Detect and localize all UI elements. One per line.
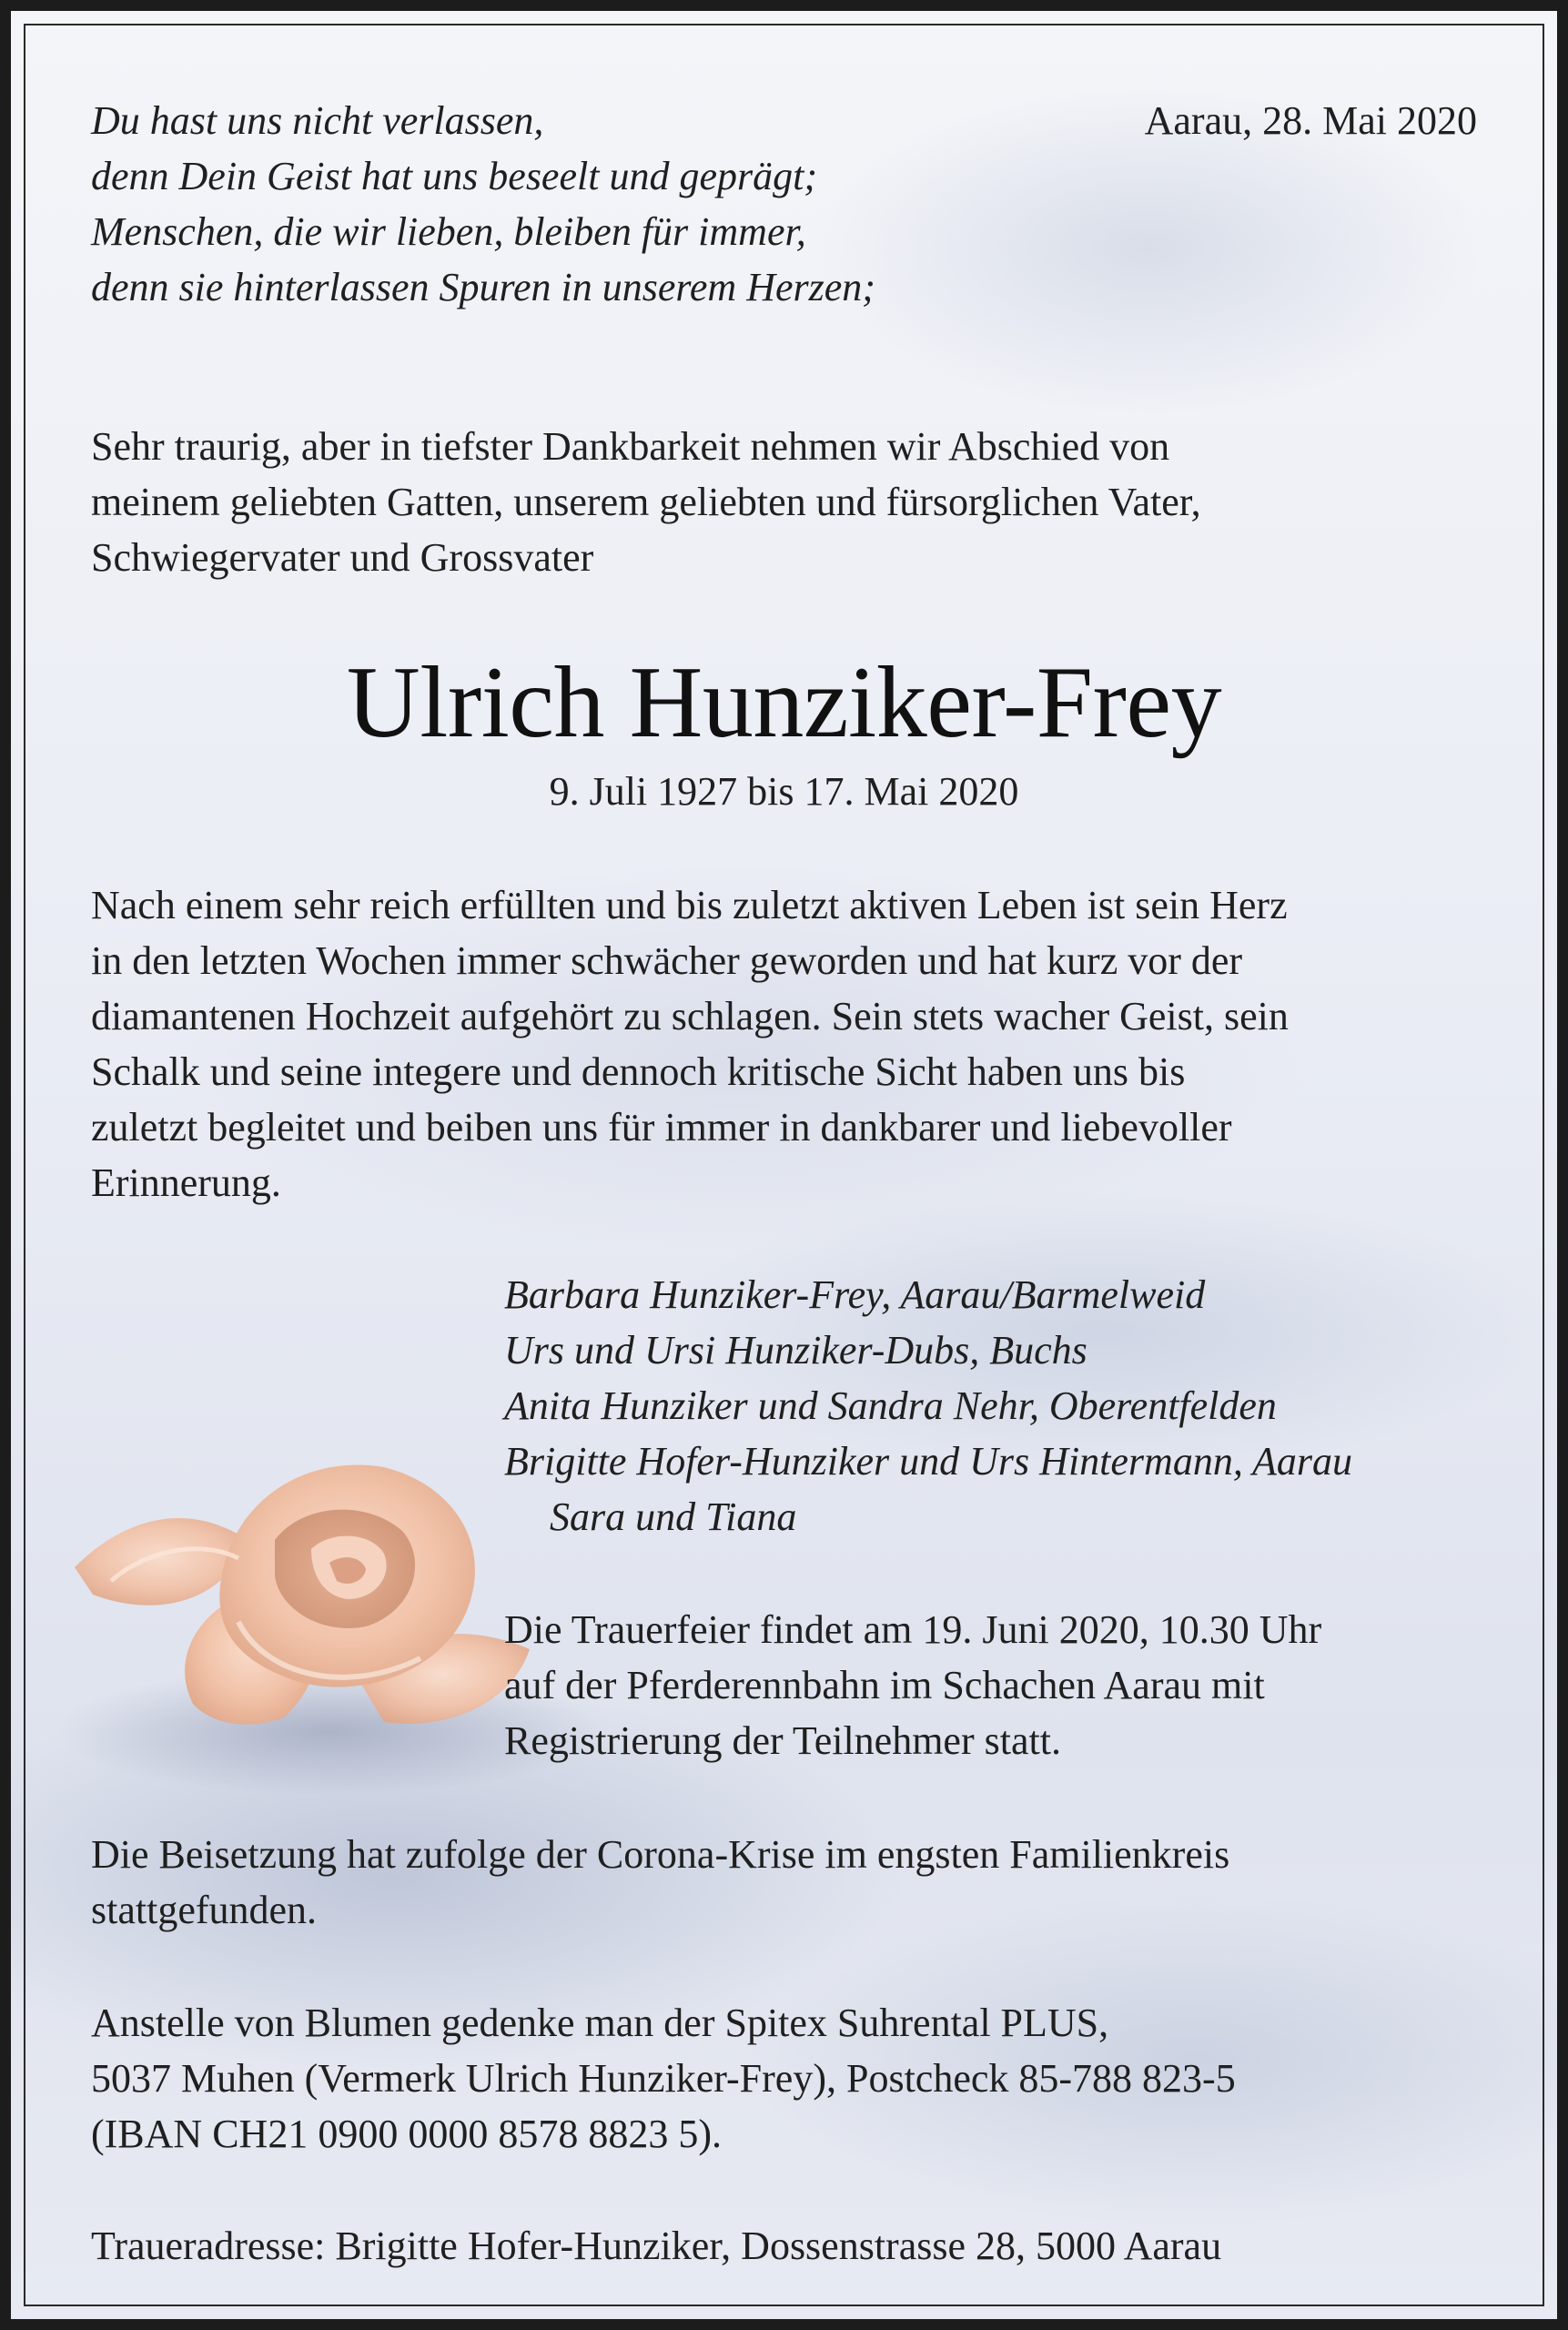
ceremony-paragraph (504, 1602, 1321, 1768)
obituary-line: in den letzten Wochen immer schwächer geworden und hat kurz vor der (91, 938, 1243, 983)
mourner-entry: Urs und Ursi Hunziker-Dubs, Buchs (504, 1328, 1087, 1373)
burial-paragraph (91, 1827, 1229, 1938)
obituary-line: diamantenen Hochzeit aufgehört zu schlagen. Sein stets wacher Geist, sein (91, 994, 1289, 1038)
life-dates: 9. Juli 1927 bis 17. Mai 2020 (549, 769, 1019, 814)
obituary-line: Nach einem sehr reich erfüllten und bis zuletzt aktiven Leben ist sein Herz (91, 883, 1288, 927)
mourning-address: Traueradresse: Brigitte Hofer-Hunziker, Dossenstrasse 28, 5000 Aarau (91, 2224, 1222, 2268)
poem-line: Menschen, die wir lieben, bleiben für immer, (91, 209, 806, 254)
mourner-entry: Barbara Hunziker-Frey, Aarau/Barmelweid (504, 1272, 1206, 1317)
ceremony-line: Registrierung der Teilnehmer statt. (504, 1718, 1061, 1763)
intro-paragraph (91, 419, 1201, 585)
burial-line: stattgefunden. (91, 1888, 318, 1932)
ceremony-line: auf der Pferderennbahn im Schachen Aarau mit (504, 1663, 1265, 1707)
mourners-list (504, 1267, 1352, 1545)
ceremony-line: Die Trauerfeier findet am 19. Juni 2020, 10.30 Uhr (504, 1607, 1322, 1652)
donation-line: Anstelle von Blumen gedenke man der Spitex Suhrental PLUS, (91, 2001, 1109, 2045)
intro-line: meinem geliebten Gatten, unserem geliebten und fürsorglichen Vater, (91, 480, 1201, 524)
obituary-line: Schalk und seine integere und dennoch kritische Sicht haben uns bis (91, 1049, 1186, 1094)
poem-line: Du hast uns nicht verlassen, (91, 98, 544, 143)
intro-line: Sehr traurig, aber in tiefster Dankbarkeit nehmen wir Abschied von (91, 424, 1170, 469)
poem-line: denn sie hinterlassen Spuren in unserem Herzen; (91, 265, 875, 309)
obituary-paragraph (91, 877, 1289, 1211)
mourner-entry: Brigitte Hofer-Hunziker und Urs Hintermann, Aarau (504, 1439, 1353, 1484)
obituary-line: Erinnerung. (91, 1160, 281, 1205)
donation-line: 5037 Muhen (Vermerk Ulrich Hunziker-Frey), Postcheck 85-788 823-5 (91, 2056, 1236, 2101)
burial-line: Die Beisetzung hat zufolge der Corona-Krise im engsten Familienkreis (91, 1832, 1230, 1877)
mourner-entry: Sara und Tiana (550, 1494, 797, 1539)
poem (91, 93, 875, 315)
intro-line: Schwiegervater und Grossvater (91, 535, 594, 580)
poem-line: denn Dein Geist hat uns beseelt und geprägt; (91, 154, 817, 198)
obituary-line: zuletzt begleitet und beiben uns für immer in dankbarer und liebevoller (91, 1105, 1232, 1150)
donation-line: (IBAN CH21 0900 0000 8578 8823 5). (91, 2112, 722, 2156)
mourner-entry: Anita Hunziker und Sandra Nehr, Oberentfelden (504, 1383, 1277, 1428)
place-date: Aarau, 28. Mai 2020 (1144, 98, 1477, 143)
donation-paragraph (91, 1995, 1236, 2162)
deceased-name: Ulrich Hunziker-Frey (346, 646, 1222, 759)
